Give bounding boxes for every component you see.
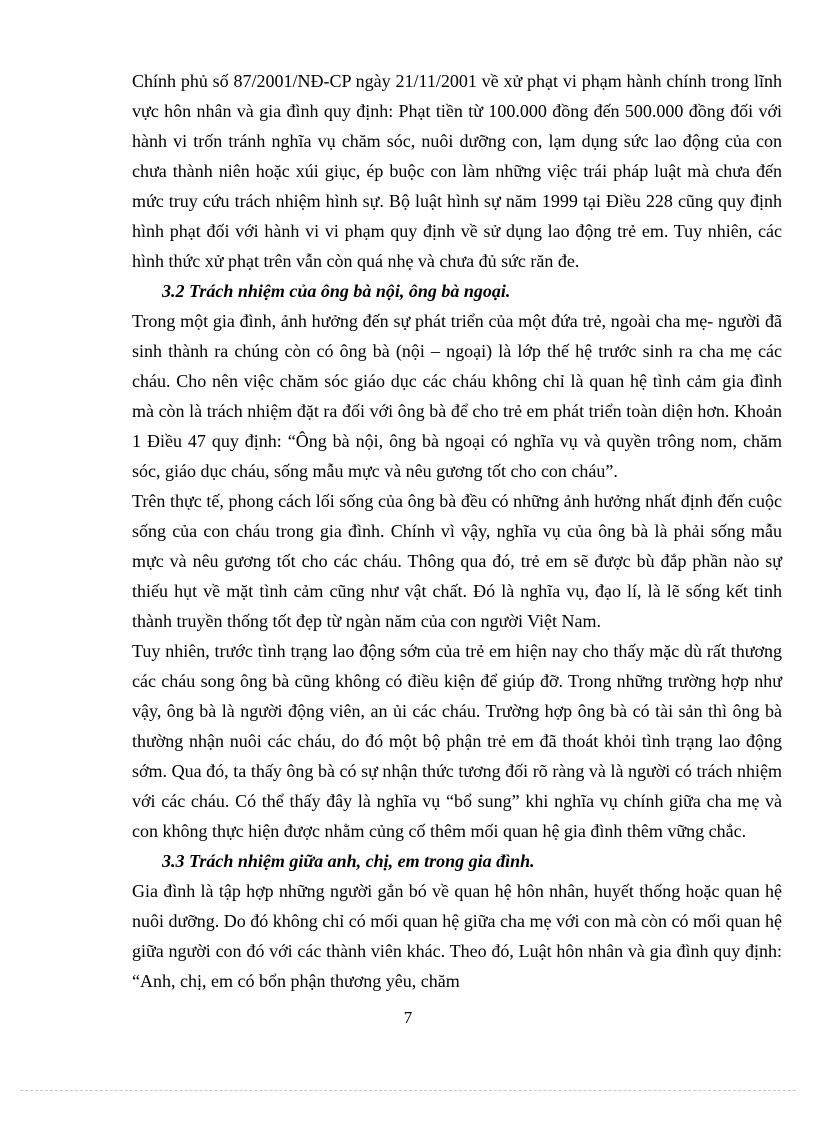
paragraph-grandparents-lifestyle: Trên thực tế, phong cách lối sống của ông bà đều có những ảnh hưởng nhất định đến cuộc sống của con cháu trong gia đình. Chính vì vậy, nghĩa vụ của ông bà là phải sống mẫu mực và nêu gương tốt cho các cháu. Thông qua đó, trẻ em sẽ được bù đắp phần nào sự thiếu hụt về mặt tình cảm cũng như vật chất. Đó là nghĩa vụ, đạo lí, là lẽ sống kết tinh thành truyền thống tốt đẹp từ ngàn năm của con người Việt Nam. bbox=[132, 491, 782, 631]
paragraph-grandparents-role: Trong một gia đình, ảnh hưởng đến sự phát triển của một đứa trẻ, ngoài cha mẹ- người đã sinh thành ra chúng còn có ông bà (nội – ngoại) là lớp thế hệ trước sinh ra cha mẹ các cháu. Cho nên việc chăm sóc giáo dục các cháu không chỉ là quan hệ tình cảm gia đình mà còn là trách nhiệm đặt ra đối với ông bà để cho trẻ em phát triển toàn diện hơn. Khoản 1 Điều 47 quy định: “Ông bà nội, ông bà ngoại có nghĩa vụ và quyền trông nom, chăm sóc, giáo dục cháu, sống mẫu mực và nêu gương tốt cho con cháu”. bbox=[132, 311, 782, 481]
paragraph-penalties: Chính phủ số 87/2001/NĐ-CP ngày 21/11/2001 về xử phạt vi phạm hành chính trong lĩnh vực hôn nhân và gia đình quy định: Phạt tiền từ 100.000 đồng đến 500.000 đồng đối với hành vi trốn tránh nghĩa vụ chăm sóc, nuôi dưỡng con, lạm dụng sức lao động của con chưa thành niên hoặc xúi giục, ép buộc con làm những việc trái pháp luật mà chưa đến mức truy cứu trách nhiệm hình sự. Bộ luật hình sự năm 1999 tại Điều 228 cũng quy định hình phạt đối với hành vi vi phạm quy định về sử dụng lao động trẻ em. Tuy nhiên, các hình thức xử phạt trên vẫn còn quá nhẹ và chưa đủ sức răn đe. bbox=[132, 71, 782, 271]
section-heading-3-2: 3.2 Trách nhiệm của ông bà nội, ông bà ngoại. bbox=[162, 281, 511, 301]
page-bottom-divider bbox=[20, 1090, 796, 1091]
section-heading-3-3: 3.3 Trách nhiệm giữa anh, chị, em trong gia đình. bbox=[162, 851, 535, 871]
document-body bbox=[132, 66, 782, 996]
paragraph-siblings: Gia đình là tập hợp những người gắn bó về quan hệ hôn nhân, huyết thống hoặc quan hệ nuôi dưỡng. Do đó không chỉ có mối quan hệ giữa cha mẹ với con mà còn có mối quan hệ giữa người con đó với các thành viên khác. Theo đó, Luật hôn nhân và gia đình quy định: “Anh, chị, em có bổn phận thương yêu, chăm bbox=[132, 881, 782, 991]
page-number: 7 bbox=[403, 1008, 413, 1027]
paragraph-grandparents-support: Tuy nhiên, trước tình trạng lao động sớm của trẻ em hiện nay cho thấy mặc dù rất thương các cháu song ông bà cũng không có điều kiện để giúp đỡ. Trong những trường hợp như vậy, ông bà là người động viên, an ủi các cháu. Trường hợp ông bà có tài sản thì ông bà thường nhận nuôi các cháu, do đó một bộ phận trẻ em đã thoát khỏi tình trạng lao động sớm. Qua đó, ta thấy ông bà có sự nhận thức tương đối rõ ràng và là người có trách nhiệm với các cháu. Có thể thấy đây là nghĩa vụ “bổ sung” khi nghĩa vụ chính giữa cha mẹ và con không thực hiện được nhằm củng cố thêm mối quan hệ gia đình thêm vững chắc. bbox=[132, 641, 782, 841]
